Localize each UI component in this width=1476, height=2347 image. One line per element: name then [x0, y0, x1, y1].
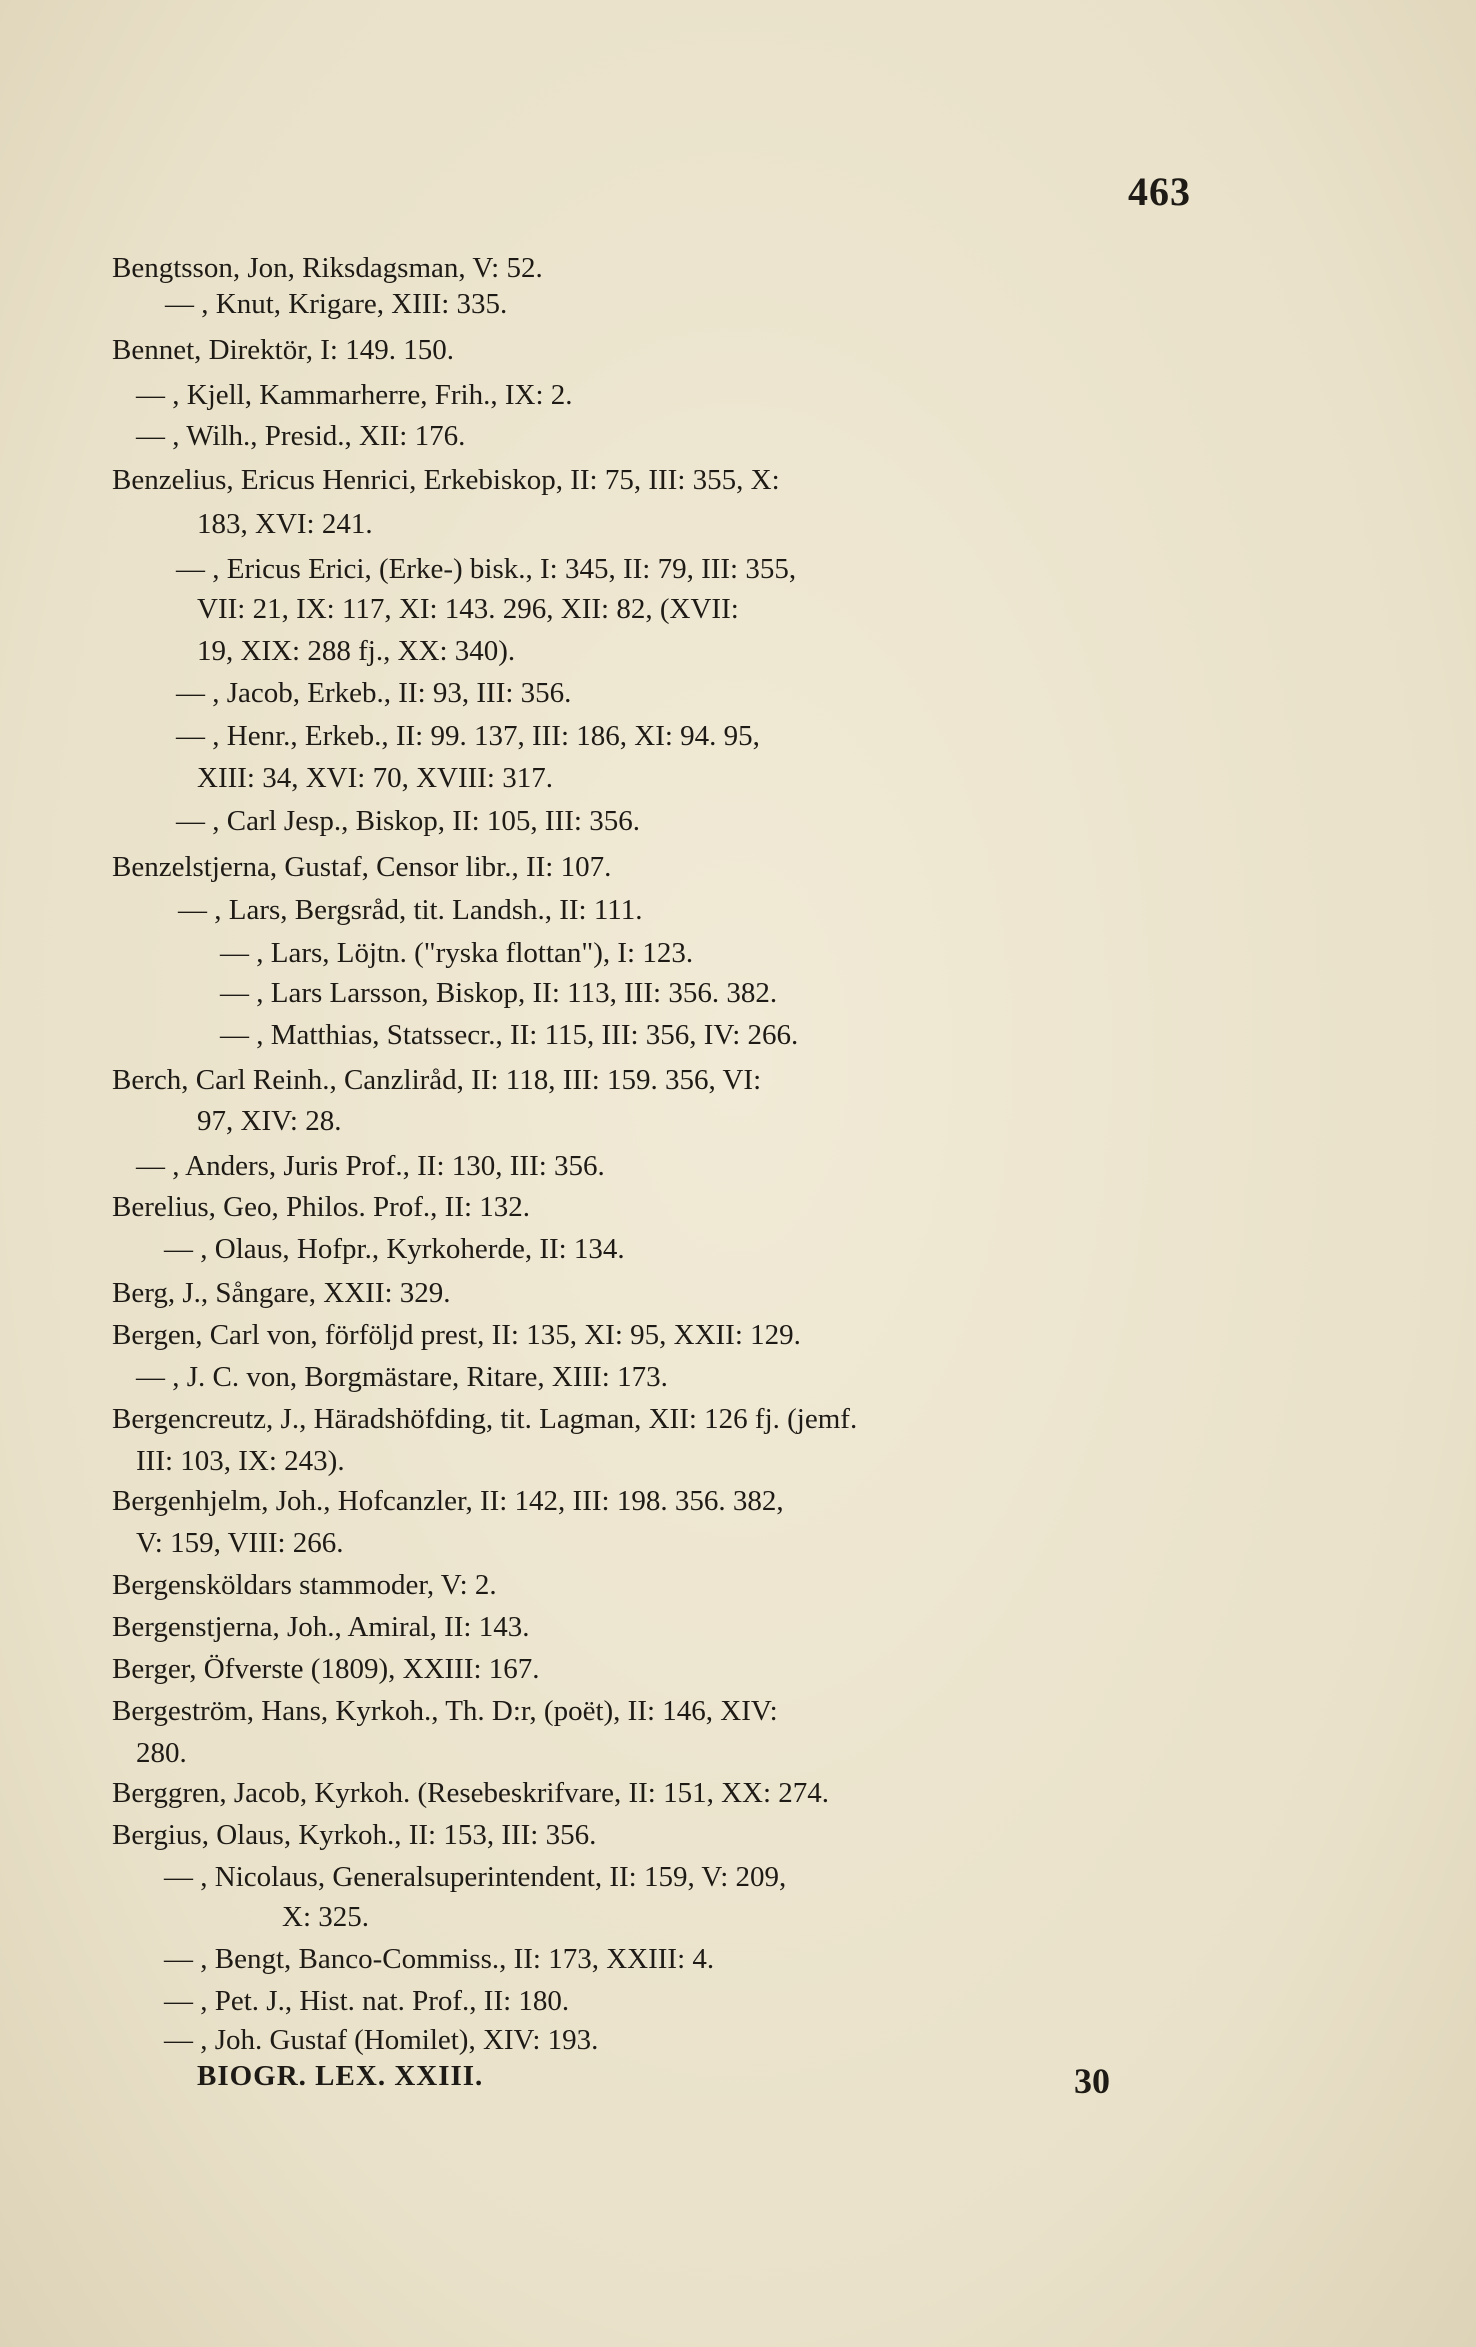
index-entry: V: 159, VIII: 266.	[136, 1527, 344, 1559]
index-entry: Bennet, Direktör, I: 149. 150.	[112, 334, 454, 366]
index-entry: — , Knut, Krigare, XIII: 335.	[165, 288, 508, 320]
index-entry: X: 325.	[282, 1901, 369, 1933]
index-entry: Berelius, Geo, Philos. Prof., II: 132.	[112, 1191, 531, 1223]
index-entry: — , Lars, Bergsråd, tit. Landsh., II: 111.	[178, 894, 643, 926]
index-entry: XIII: 34, XVI: 70, XVIII: 317.	[197, 762, 553, 794]
index-entry: — , Pet. J., Hist. nat. Prof., II: 180.	[164, 1985, 570, 2017]
index-entry: 19, XIX: 288 fj., XX: 340).	[197, 635, 516, 667]
index-entry: Bergen, Carl von, förföljd prest, II: 135, XI: 95, XXII: 129.	[112, 1319, 801, 1351]
index-entry: Berch, Carl Reinh., Canzliråd, II: 118, III: 159. 356, VI:	[112, 1064, 762, 1096]
index-entry: — , Nicolaus, Generalsuperintendent, II: 159, V: 209,	[164, 1861, 787, 1893]
index-entry: 280.	[136, 1737, 187, 1769]
index-entry: — , Bengt, Banco-Commiss., II: 173, XXIII: 4.	[164, 1943, 715, 1975]
index-entry: Bergencreutz, J., Häradshöfding, tit. Lagman, XII: 126 fj. (jemf.	[112, 1403, 858, 1435]
index-entry: — , J. C. von, Borgmästare, Ritare, XIII: 173.	[136, 1361, 668, 1393]
index-entry: Berg, J., Sångare, XXII: 329.	[112, 1277, 451, 1309]
index-entry: Bengtsson, Jon, Riksdagsman, V: 52.	[112, 252, 543, 284]
index-entry: — , Anders, Juris Prof., II: 130, III: 356.	[136, 1150, 605, 1182]
index-entry: 183, XVI: 241.	[197, 508, 373, 540]
index-entry: III: 103, IX: 243).	[136, 1445, 345, 1477]
index-entry: Bergenstjerna, Joh., Amiral, II: 143.	[112, 1611, 530, 1643]
index-entry: Bergeström, Hans, Kyrkoh., Th. D:r, (poët), II: 146, XIV:	[112, 1695, 778, 1727]
index-entry: — , Wilh., Presid., XII: 176.	[136, 420, 466, 452]
index-entry: Benzelstjerna, Gustaf, Censor libr., II: 107.	[112, 851, 612, 883]
index-entry: — , Lars, Löjtn. ("ryska flottan"), I: 123.	[220, 937, 694, 969]
index-entry: Berggren, Jacob, Kyrkoh. (Resebeskrifvare, II: 151, XX: 274.	[112, 1777, 830, 1809]
index-entry: Bergius, Olaus, Kyrkoh., II: 153, III: 356.	[112, 1819, 597, 1851]
page-number: 463	[1128, 169, 1191, 214]
index-entry: Berger, Öfverste (1809), XXIII: 167.	[112, 1653, 540, 1685]
index-entry: VII: 21, IX: 117, XI: 143. 296, XII: 82, (XVII:	[197, 593, 739, 625]
index-entry: Bergenhjelm, Joh., Hofcanzler, II: 142, III: 198. 356. 382,	[112, 1485, 784, 1517]
sheet-number: 30	[1074, 2061, 1110, 2101]
index-entry: — , Matthias, Statssecr., II: 115, III: 356, IV: 266.	[220, 1019, 799, 1051]
index-entry: — , Jacob, Erkeb., II: 93, III: 356.	[176, 677, 572, 709]
index-entry: 97, XIV: 28.	[197, 1105, 342, 1137]
index-entry: — , Carl Jesp., Biskop, II: 105, III: 356.	[176, 805, 640, 837]
index-entry: — , Kjell, Kammarherre, Frih., IX: 2.	[136, 379, 573, 411]
index-entry: — , Ericus Erici, (Erke-) bisk., I: 345, II: 79, III: 355,	[176, 553, 797, 585]
index-entry: — , Olaus, Hofpr., Kyrkoherde, II: 134.	[164, 1233, 625, 1265]
index-entry: Bergensköldars stammoder, V: 2.	[112, 1569, 497, 1601]
index-entry: — , Henr., Erkeb., II: 99. 137, III: 186, XI: 94. 95,	[176, 720, 760, 752]
index-entry: — , Lars Larsson, Biskop, II: 113, III: 356. 382.	[220, 977, 778, 1009]
index-entry: Benzelius, Ericus Henrici, Erkebiskop, II: 75, III: 355, X:	[112, 464, 780, 496]
index-entry: — , Joh. Gustaf (Homilet), XIV: 193.	[164, 2024, 599, 2056]
signature-mark: BIOGR. LEX. XXIII.	[197, 2060, 484, 2092]
